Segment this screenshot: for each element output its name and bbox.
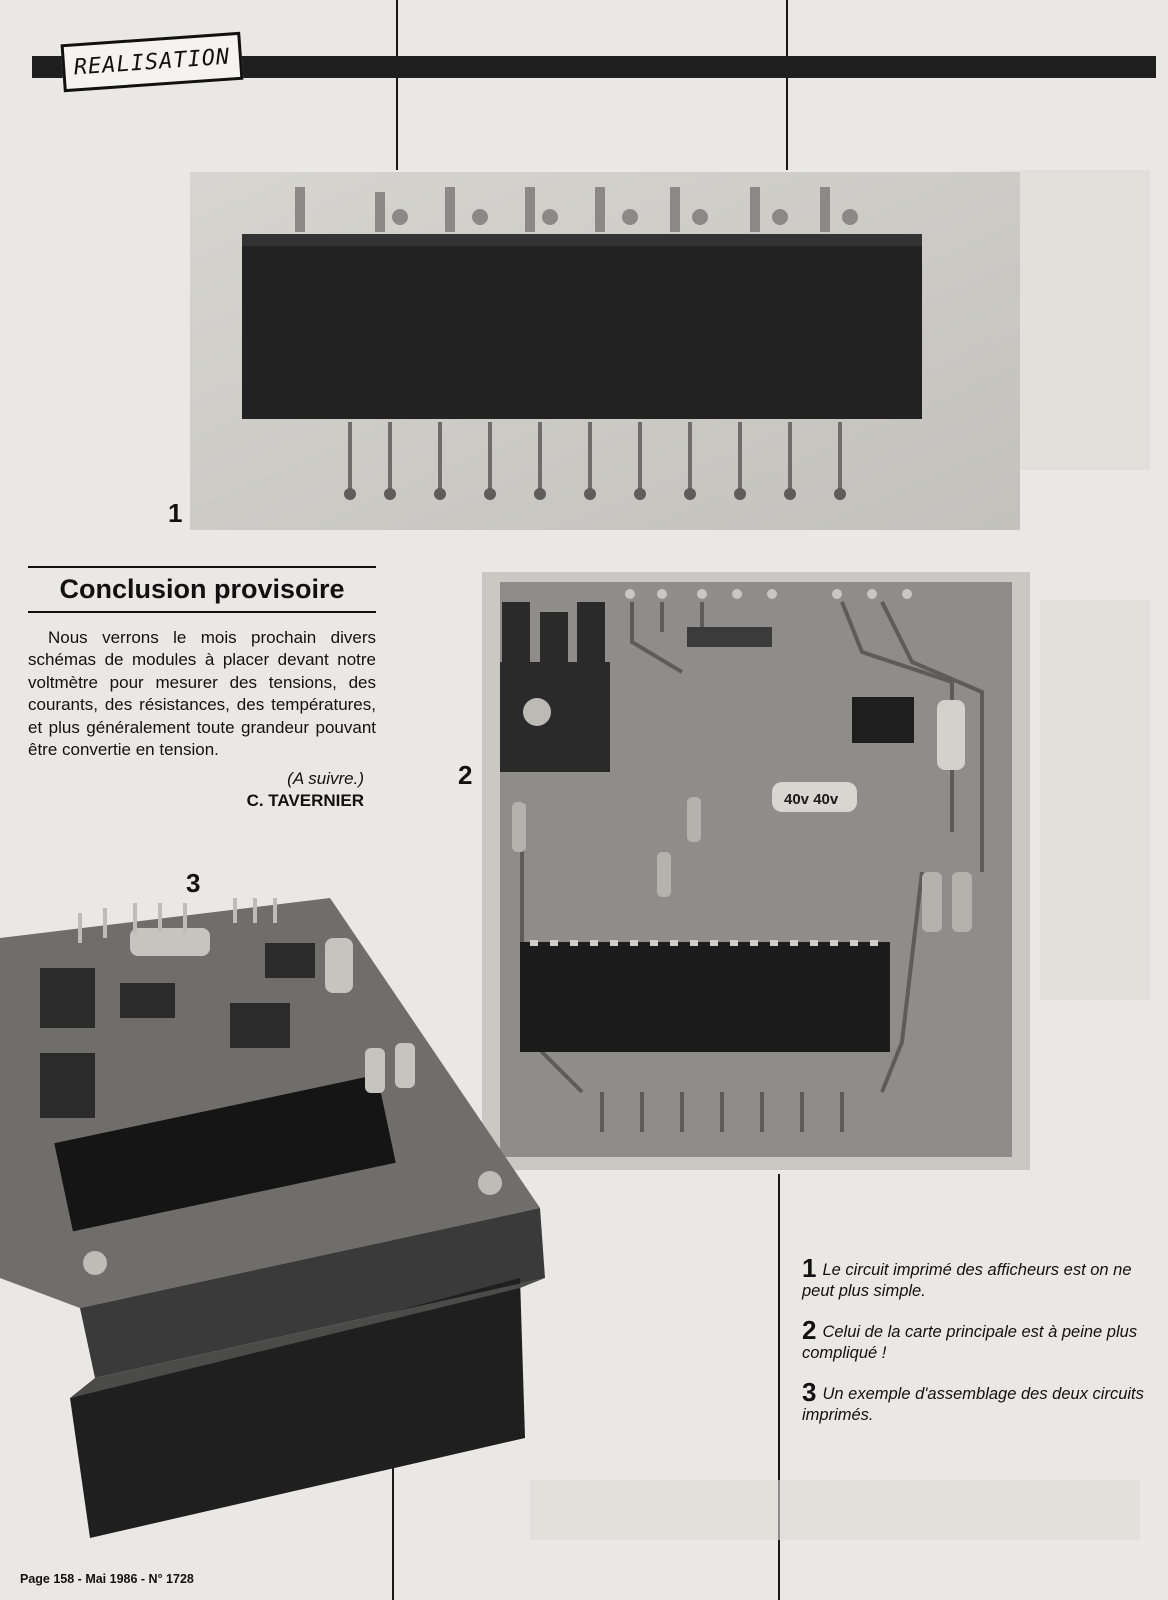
rule-top bbox=[28, 566, 376, 568]
caption-1-number: 1 bbox=[802, 1253, 817, 1283]
show-through-text bbox=[1000, 170, 1150, 470]
caption-2 bbox=[802, 1315, 1148, 1364]
capacitor-label: 40v 40v bbox=[784, 791, 839, 808]
rule-bottom bbox=[28, 611, 376, 613]
caption-3-number: 3 bbox=[802, 1377, 817, 1407]
caption-2-text: Celui de la carte principale est à peine plus compliqué ! bbox=[802, 1323, 1138, 1362]
caption-1 bbox=[802, 1253, 1148, 1302]
photo-main-board bbox=[482, 572, 1030, 1170]
conclusion-body: Nous verrons le mois prochain divers schémas de modules à placer devant notre voltmètre pour mesurer des tensions, des courants, des résistances, des températures, et plus généralement toute grandeur pouvant être convertie en tension. bbox=[28, 628, 376, 760]
conclusion-section bbox=[28, 566, 376, 811]
page-footer: Page 158 - Mai 1986 - N° 1728 bbox=[20, 1572, 194, 1586]
to-follow: (A suivre.) bbox=[287, 769, 364, 789]
caption-2-number: 2 bbox=[802, 1315, 817, 1345]
figure-number-1: 1 bbox=[168, 498, 183, 528]
captions bbox=[802, 1253, 1148, 1444]
caption-1-text: Le circuit imprimé des afficheurs est on ne peut plus simple. bbox=[802, 1261, 1132, 1300]
section-tag: REALISATION bbox=[61, 32, 244, 92]
figure-number-2: 2 bbox=[458, 760, 473, 790]
show-through-text bbox=[530, 1480, 1140, 1540]
figure-number-3: 3 bbox=[186, 868, 201, 898]
caption-3 bbox=[802, 1377, 1148, 1426]
show-through-text bbox=[1040, 600, 1150, 1000]
author: C. TAVERNIER bbox=[246, 791, 364, 811]
column-rule-left bbox=[396, 0, 398, 170]
conclusion-title: Conclusion provisoire bbox=[59, 574, 345, 604]
caption-3-text: Un exemple d'assemblage des deux circuits imprimés. bbox=[802, 1385, 1144, 1424]
photo-display-board bbox=[190, 172, 1020, 530]
photo-assembly bbox=[0, 898, 545, 1560]
column-rule-right bbox=[786, 0, 788, 170]
